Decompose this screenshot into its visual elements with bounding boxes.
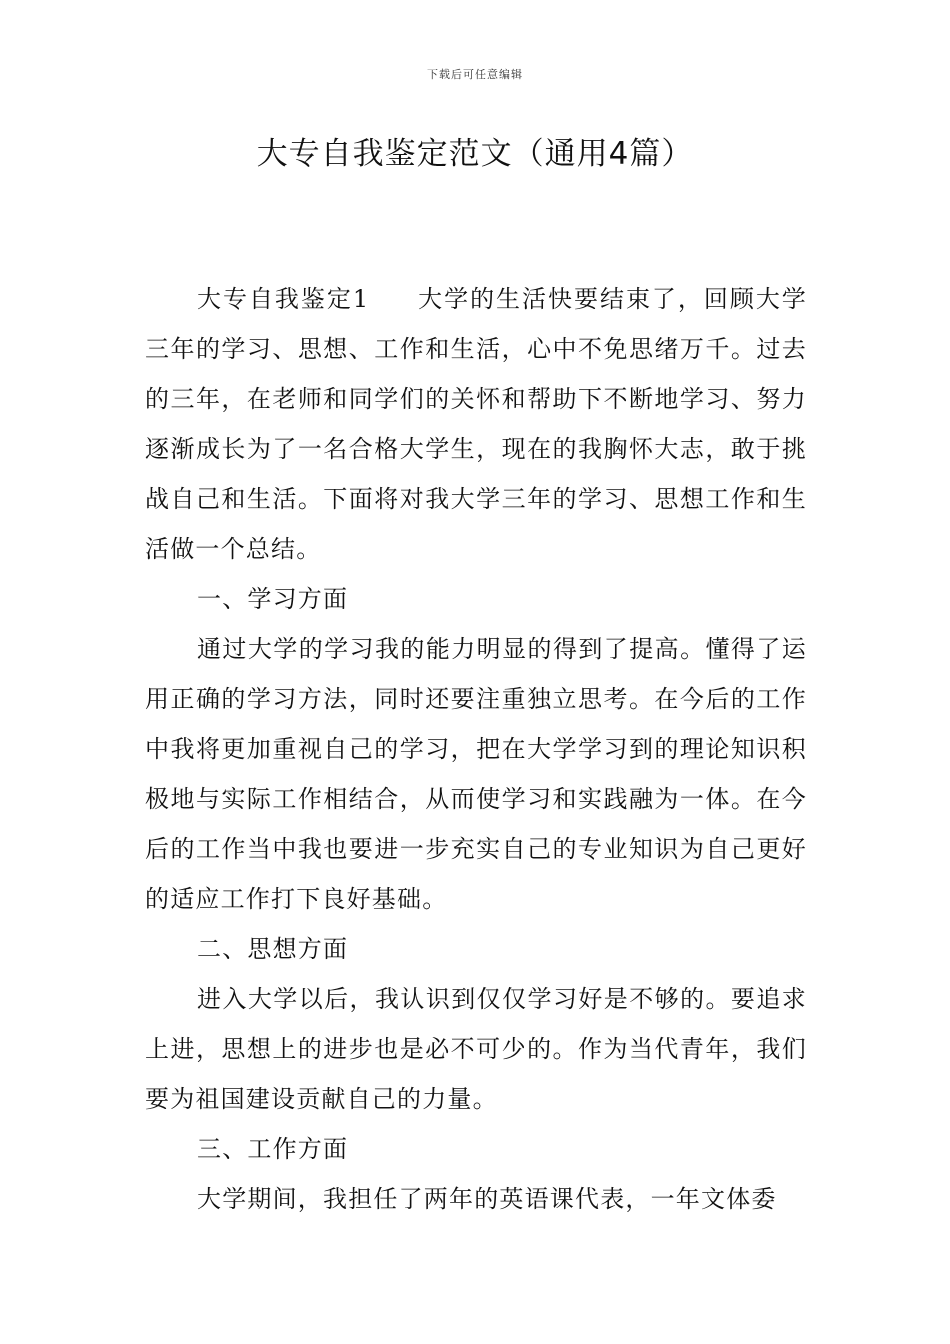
section-heading-study: 一、学习方面 <box>197 585 349 613</box>
header-note: 下载后可任意编辑 <box>427 68 523 81</box>
document-title: 大专自我鉴定范文（通用4篇） <box>256 136 694 172</box>
section-heading-work: 三、工作方面 <box>197 1135 349 1163</box>
paragraph-study: 通过大学的学习我的能力明显的得到了提高。懂得了运用正确的学习方法，同时还要注重独立思考。在今后的工作中我将更加重视自己的学习，把在大学学习到的理论知识积极地与实际工作相结合，从而使学习和实践融为一体。在今后的工作当中我也要进一步充实自己的专业知识为自己更好的适应工作打下良好基础。 <box>145 635 807 913</box>
essay-heading: 大专自我鉴定1 <box>197 285 370 313</box>
paragraph-thought: 进入大学以后，我认识到仅仅学习好是不够的。要追求上进，思想上的进步也是必不可少的。作为当代青年，我们要为祖国建设贡献自己的力量。 <box>145 985 807 1113</box>
paragraph-intro <box>145 274 807 574</box>
paragraph-work: 大学期间，我担任了两年的英语课代表，一年文体委 <box>197 1185 777 1213</box>
section-heading-thought: 二、思想方面 <box>197 935 349 963</box>
document-body <box>145 274 807 1224</box>
intro-body: 大学的生活快要结束了，回顾大学三年的学习、思想、工作和生活，心中不免思绪万千。过去的三年，在老师和同学们的关怀和帮助下不断地学习、努力逐渐成长为了一名合格大学生，现在的我胸怀大志，敢于挑战自己和生活。下面将对我大学三年的学习、思想工作和生活做一个总结。 <box>145 285 808 563</box>
